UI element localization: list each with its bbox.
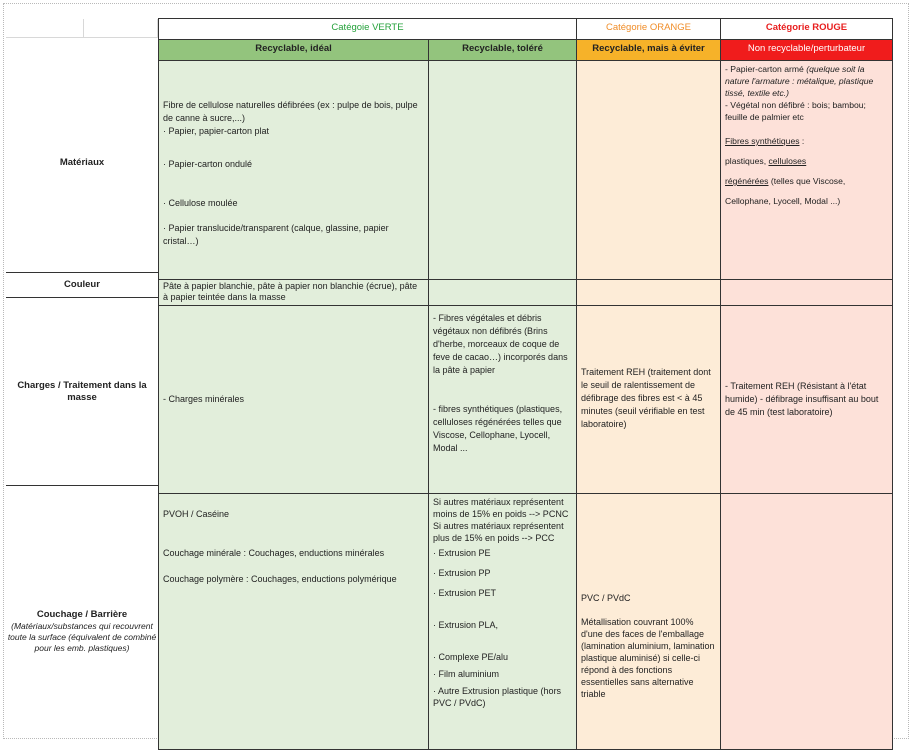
cell-couchage-non[interactable] xyxy=(721,494,893,750)
row-header-couleur xyxy=(6,273,158,298)
cell-text: - Papier-carton armé xyxy=(725,64,807,74)
cell-text: celluloses xyxy=(768,156,807,166)
cell-line: - Fibres végétales et débris végétaux non défibrés (Brins d'herbe, morceaux de coque de feve de cacao…) incorporés dans la pâte à papier xyxy=(433,313,568,375)
row-couchage xyxy=(159,494,893,750)
cell-line: Fibre de cellulose naturelles défibrées (ex : pulpe de bois, pulpe de canne à sucre,...) xyxy=(163,100,418,123)
cell-line: PVC / PVdC xyxy=(581,593,631,603)
cell-materiaux-eviter[interactable] xyxy=(577,61,721,280)
row-label: Couchage / Barrière xyxy=(36,609,128,620)
header-tolere[interactable]: Recyclable, toléré xyxy=(429,40,577,61)
empty-cell xyxy=(84,19,158,38)
cell-line: · Extrusion PE xyxy=(433,548,491,558)
cell-line: · Film aluminium xyxy=(433,669,500,679)
cell-line: · Cellulose moulée xyxy=(163,198,238,208)
cell-materiaux-ideal[interactable] xyxy=(159,61,429,280)
cell-line: · Extrusion PET xyxy=(433,588,497,598)
cell-line: PVOH / Caséine xyxy=(163,509,230,519)
cell-line: Si autres matériaux représentent moins de 15% en poids --> PCNC xyxy=(433,497,569,519)
cell-materiaux-non[interactable] xyxy=(721,61,893,280)
header-cat-rouge[interactable]: Catégorie ROUGE xyxy=(721,19,893,40)
row-couleur xyxy=(159,280,893,306)
header-non-recyclable[interactable]: Non recyclable/perturbateur xyxy=(721,40,893,61)
cell-line: Couchage polymère : Couchages, enductions polymérique xyxy=(163,574,397,584)
cell-line: Cellophane, Lyocell, Modal ...) xyxy=(725,196,841,206)
row-materiaux xyxy=(159,61,893,280)
cell-line xyxy=(725,63,888,99)
row-label: Matériaux xyxy=(59,157,105,168)
cell-line: · Extrusion PP xyxy=(433,568,491,578)
cell-line: · Autre Extrusion plastique (hors PVC / PVdC) xyxy=(433,686,562,708)
cell-couchage-tolere[interactable] xyxy=(429,494,577,750)
cell-charges-non[interactable]: - Traitement REH (Résistant à l'état humide) - défibrage insuffisant au bout de 45 min (test laboratoire) xyxy=(721,306,893,494)
cell-text: Fibres synthétiques xyxy=(725,136,800,146)
cell-text: plastiques, xyxy=(725,156,769,166)
category-header-row xyxy=(159,19,893,40)
row-charges xyxy=(159,306,893,494)
cell-couleur-non[interactable] xyxy=(721,280,893,306)
header-ideal[interactable]: Recyclable, idéal xyxy=(159,40,429,61)
cell-couleur-tolere[interactable] xyxy=(429,280,577,306)
cell-line: · Papier-carton ondulé xyxy=(163,159,253,169)
cell-line: Si autres matériaux représentent plus de 15% en poids --> PCC xyxy=(433,521,564,543)
cell-text: (quelque soit la nature l'armature : métalique, plastique tissé, textile etc.) xyxy=(725,64,874,98)
cell-charges-tolere[interactable] xyxy=(429,306,577,494)
cell-text: (telles que Viscose, xyxy=(768,176,846,186)
row-header-materiaux xyxy=(6,54,158,273)
cell-couchage-ideal[interactable] xyxy=(159,494,429,750)
cell-line: · Complexe PE/alu xyxy=(433,652,509,662)
cell-line: Métallisation couvrant 100% d'une des faces de l'emballage (lamination aluminium, lamination plastique aluminisé) si celle-ci répond à des fonctions essentielles sans alternative triable xyxy=(581,617,715,699)
cell-line: · Papier, papier-carton plat xyxy=(163,126,270,136)
row-sublabel: (Matériaux/substances qui recouvrent toute la surface (équivalent de combiné pour les emb. plastiques) xyxy=(7,621,157,653)
cell-materiaux-tolere[interactable] xyxy=(429,61,577,280)
row-label: Charges / Traitement dans la masse xyxy=(17,379,147,403)
cell-text: : xyxy=(799,136,805,146)
empty-cell xyxy=(6,19,84,38)
row-header-charges xyxy=(6,298,158,486)
cell-line: Couchage minérale : Couchages, enductions minérales xyxy=(163,548,385,558)
header-cat-verte[interactable]: Catégoie VERTE xyxy=(159,19,577,40)
empty-header-cells xyxy=(6,19,158,38)
cell-line: · Papier translucide/transparent (calque, glassine, papier cristal…) xyxy=(163,223,389,246)
header-cat-orange[interactable]: Catégorie ORANGE xyxy=(577,19,721,40)
cell-line: · Extrusion PLA, xyxy=(433,620,499,630)
header-eviter[interactable]: Recyclable, mais à éviter xyxy=(577,40,721,61)
cell-charges-ideal[interactable]: - Charges minérales xyxy=(159,306,429,494)
cell-line: - Végétal non défibré : bois; bambou; feuille de palmier etc xyxy=(725,100,866,122)
cell-couleur-ideal[interactable]: Pâte à papier blanchie, pâte à papier non blanchie (écrue), pâte à papier teintée dans la masse xyxy=(159,280,429,306)
subcategory-header-row xyxy=(159,40,893,61)
cell-line: - fibres synthétiques (plastiques, celluloses régénérées telles que Viscose, Cellophane, Lyocell, Modal ... xyxy=(433,404,563,453)
row-label: Couleur xyxy=(64,279,100,290)
cell-charges-eviter[interactable]: Traitement REH (traitement dont le seuil de ralentissement de défibrage des fibres est < à 45 minutes (seuil vérifiable en test laboratoire) xyxy=(577,306,721,494)
row-header-couchage xyxy=(6,486,158,742)
cell-line xyxy=(725,175,888,187)
cell-line xyxy=(725,135,888,147)
cell-line xyxy=(725,155,888,167)
cell-text: régénérées xyxy=(725,176,769,186)
cell-couleur-eviter[interactable] xyxy=(577,280,721,306)
cell-couchage-eviter[interactable] xyxy=(577,494,721,750)
category-table xyxy=(158,18,893,750)
